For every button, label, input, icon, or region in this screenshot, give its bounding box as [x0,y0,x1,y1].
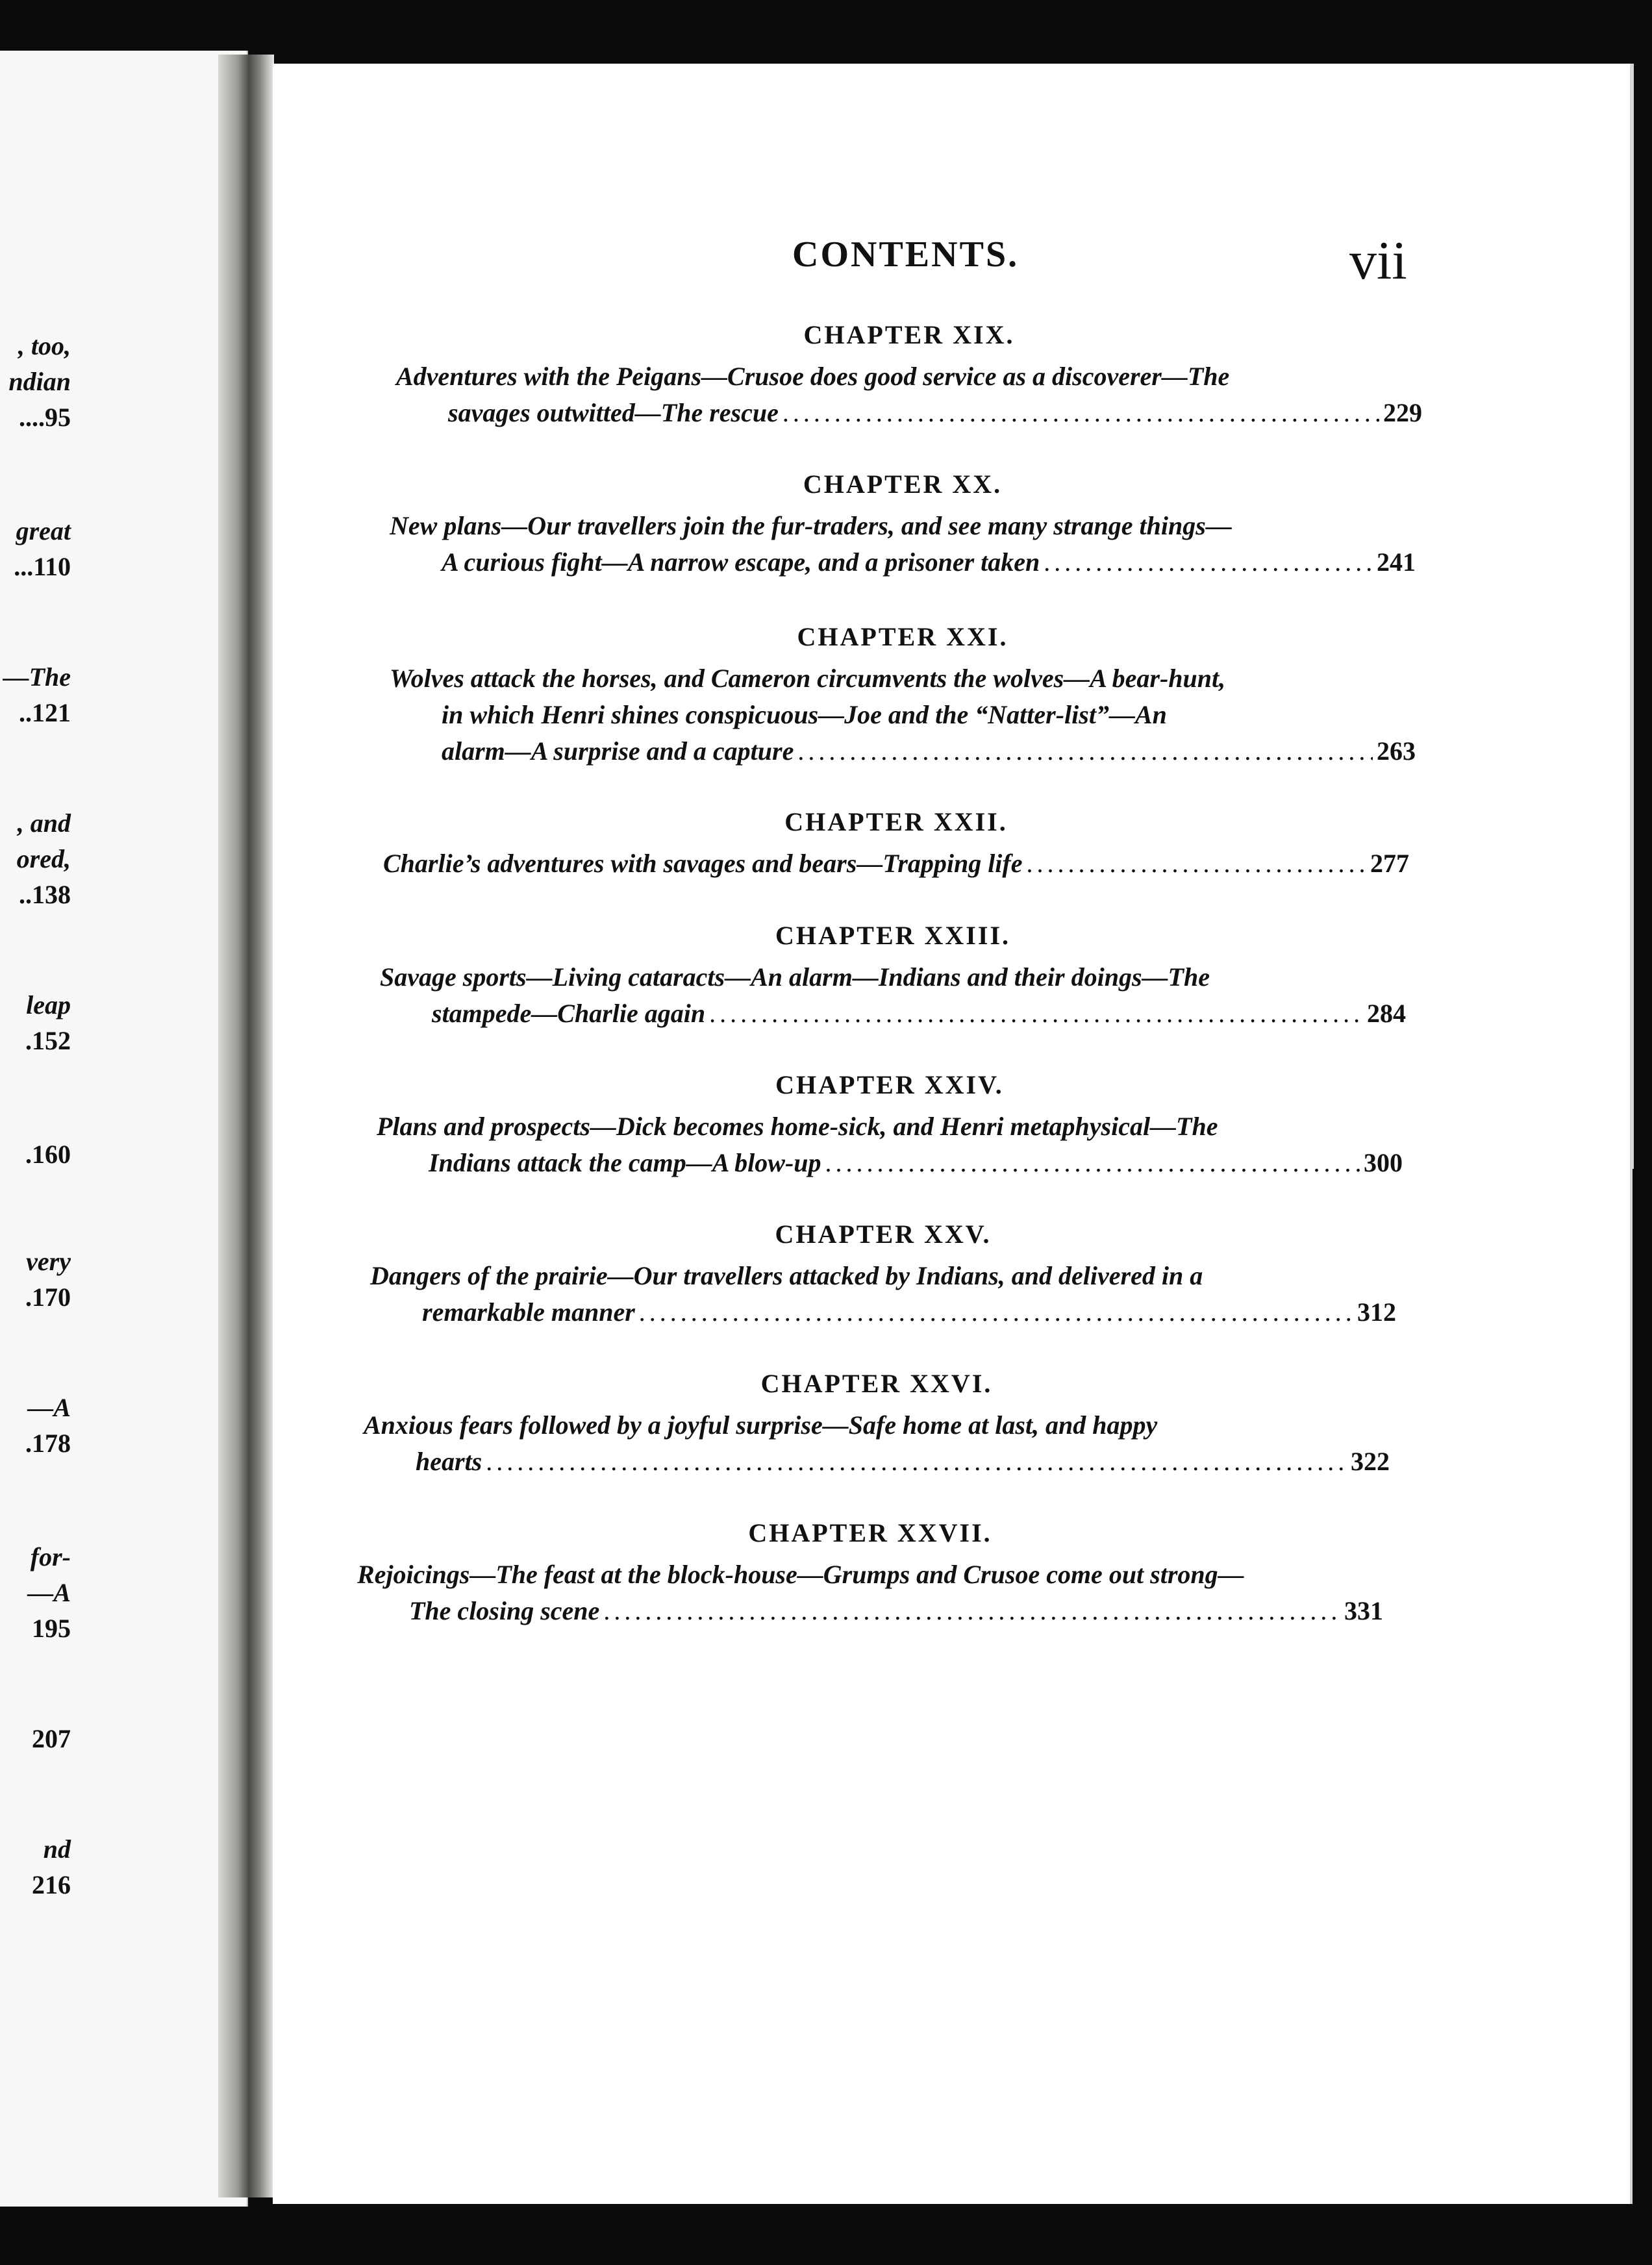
chapter-summary-text: stampede—Charlie again [432,999,706,1028]
chapter-page-number: 229 [1383,398,1422,427]
chapter-summary-line: Adventures with the Peigans—Crusoe does good service as a discoverer—The [396,362,1230,391]
chapter-summary-last-line [357,1593,1383,1629]
chapter-summary-line: Plans and prospects—Dick becomes home-sick, and Henri metaphysical—The [377,1112,1218,1141]
dot-leader [709,995,1363,1032]
left-text-fragment: very [26,1247,71,1276]
bottom-edge-shadow [0,2207,1652,2265]
dot-leader [1027,845,1367,882]
chapter-page-number: 277 [1370,849,1409,878]
left-text-fragment: nd [43,1834,71,1864]
left-page-number-fragment: ...110 [14,552,71,581]
chapter-summary-line: Rejoicings—The feast at the block-house—Grumps and Crusoe come out strong— [357,1560,1244,1589]
left-page-number-fragment: ....95 [19,403,71,432]
chapter-heading: CHAPTER XXIII. [775,921,1011,950]
book-gutter [218,55,274,2197]
chapter-page-number: 300 [1364,1148,1403,1177]
left-page-number-fragment: .152 [25,1026,71,1055]
left-page-number-fragment: 207 [32,1724,71,1753]
chapter-heading: CHAPTER XXVII. [748,1518,992,1547]
chapter-summary-line: Savage sports—Living cataracts—An alarm—Indians and their doings—The [380,962,1210,992]
chapter-page-number: 331 [1344,1596,1383,1625]
left-text-fragment: for- [30,1542,71,1571]
chapter-entry [390,468,1416,581]
dot-leader [603,1593,1340,1629]
chapter-summary-last-line [370,1294,1396,1331]
chapter-summary-last-line [396,395,1422,431]
chapter-heading: CHAPTER XXI. [797,622,1008,651]
chapter-page-number: 263 [1377,736,1416,766]
chapter-page-number: 241 [1377,547,1416,577]
chapter-entry [380,919,1406,1032]
chapter-summary-text: hearts [416,1447,482,1476]
left-page-number-fragment: .170 [25,1283,71,1312]
chapter-summary-text: A curious fight—A narrow escape, and a prisoner taken [442,547,1040,577]
chapter-summary-line: Anxious fears followed by a joyful surprise—Safe home at last, and happy [364,1410,1158,1440]
chapter-summary-text: The closing scene [409,1596,600,1625]
chapter-page-number: 312 [1357,1297,1396,1327]
chapter-entry [396,318,1422,431]
dot-leader [797,733,1373,770]
page-number: vii [1349,231,1407,291]
left-text-fragment: leap [26,990,71,1020]
left-page-number-fragment: 216 [32,1870,71,1899]
chapter-summary-text: savages outwitted—The rescue [448,398,779,427]
chapter-page-number: 322 [1351,1447,1390,1476]
chapter-summary-last-line [390,733,1416,770]
chapter-page-number: 284 [1367,999,1406,1028]
left-text-fragment: ndian [8,367,71,396]
chapter-heading: CHAPTER XX. [803,469,1003,499]
chapter-summary-line: in which Henri shines conspicuous—Joe and the “Natter-list”—An [442,700,1167,729]
chapter-summary-text: Charlie’s adventures with savages and bears—Trapping life [383,849,1023,878]
page-edge-shadow [1633,1169,1652,2265]
left-text-fragment: —A [27,1393,71,1422]
dot-leader [1044,544,1373,581]
chapter-entry [364,1367,1390,1480]
dot-leader [639,1294,1353,1331]
chapter-summary-last-line [390,544,1416,581]
chapter-summary-text: Indians attack the camp—A blow-up [429,1148,821,1177]
chapter-summary-text: remarkable manner [422,1297,635,1327]
chapter-entry [357,1516,1383,1629]
left-page-number-fragment: ..121 [19,698,71,727]
left-page-number-fragment: .160 [25,1140,71,1169]
chapter-heading: CHAPTER XXV. [775,1220,992,1249]
left-text-fragment: —A [27,1578,71,1607]
chapter-heading: CHAPTER XIX. [803,320,1015,349]
chapter-summary-last-line [364,1444,1390,1480]
left-page-number-fragment: ..138 [19,880,71,909]
left-text-fragment: , too, [18,331,71,360]
dot-leader [825,1145,1360,1181]
left-page-number-fragment: .178 [25,1429,71,1458]
left-text-fragment: ored, [16,844,71,873]
chapter-summary-last-line [377,1145,1403,1181]
chapter-entry [390,620,1416,770]
left-page-number-fragment: 195 [32,1614,71,1643]
chapter-heading: CHAPTER XXIV. [775,1070,1004,1099]
chapter-summary-line: Wolves attack the horses, and Cameron circumvents the wolves—A bear-hunt, [390,664,1226,693]
chapter-heading: CHAPTER XXII. [784,807,1008,836]
chapter-summary-line: Dangers of the prairie—Our travellers attacked by Indians, and delivered in a [370,1261,1203,1290]
chapter-summary-line: New plans—Our travellers join the fur-traders, and see many strange things— [390,511,1232,540]
chapter-entry [377,1068,1403,1181]
chapter-heading: CHAPTER XXVI. [760,1369,993,1398]
left-text-fragment: —The [3,662,71,692]
dot-leader [782,395,1379,431]
chapter-summary-last-line [380,995,1406,1032]
chapter-summary-text: alarm—A surprise and a capture [442,736,794,766]
left-text-fragment: great [16,516,71,545]
chapter-summary-last-line [383,845,1409,882]
chapter-entry [383,805,1409,882]
left-text-fragment: , and [17,808,71,838]
chapter-entry [370,1218,1396,1331]
dot-leader [486,1444,1347,1480]
page-title: CONTENTS. [792,234,1020,275]
